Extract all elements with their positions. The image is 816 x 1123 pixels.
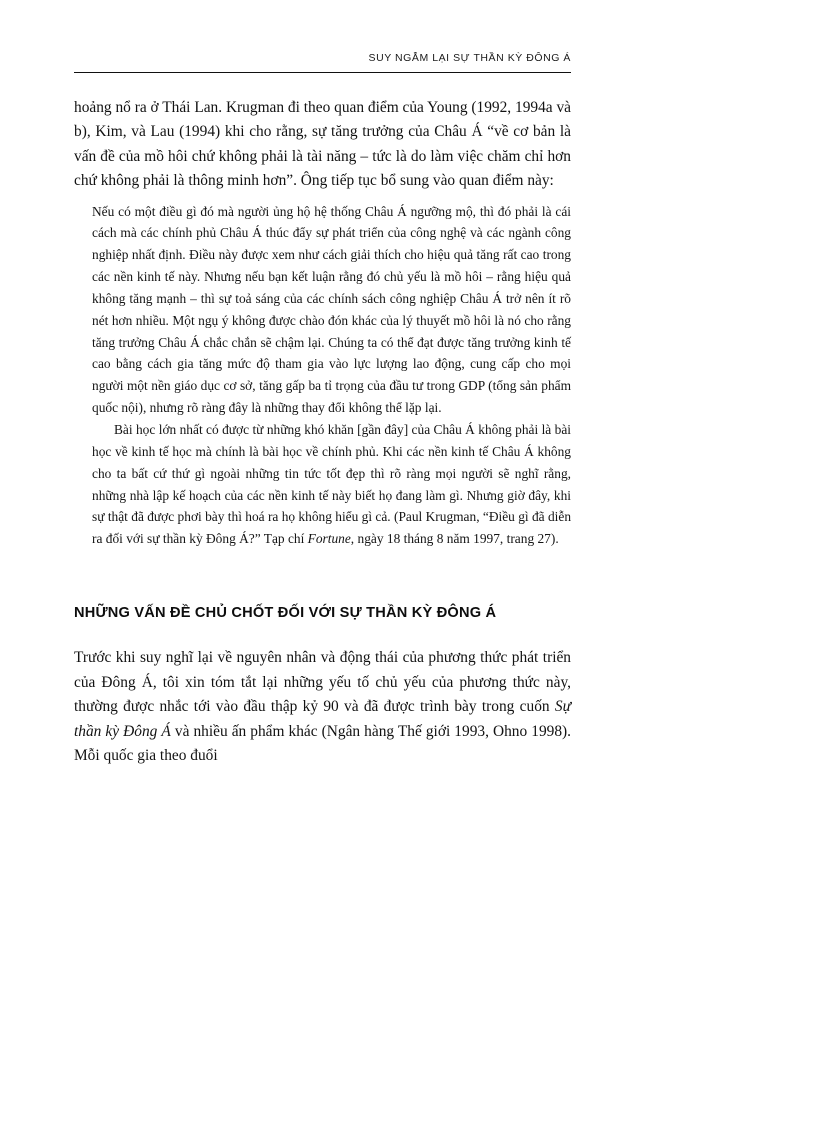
block-quote bbox=[74, 201, 571, 551]
quote-paragraph-2-text-before: Bài học lớn nhất có được từ những khó khăn [gần đây] của Châu Á không phải là bài học về kinh tế học mà chính là bài học về chính phủ. Khi các nền kinh tế Châu Á không cho ta bất cứ thứ gì ngoài những tin tức tốt đẹp thì rõ ràng mọi người sẽ nghĩ rằng, những nhà lập kế hoạch của các nền kinh tế này biết họ đang làm gì. Nhưng giờ đây, khi sự thật đã được phơi bày thì hoá ra họ không hiểu gì cả. (Paul Krugman, “Điều gì đã diễn ra đối với sự thần kỳ Đông Á?” Tạp chí bbox=[92, 421, 572, 547]
body-paragraph-1: hoảng nổ ra ở Thái Lan. Krugman đi theo quan điểm của Young (1992, 1994a và b), Kim, và Lau (1994) khi cho rằng, sự tăng trưởng của Châu Á “về cơ bản là vấn đề của mồ hôi chứ không phải là tài năng – tức là do làm việc chăm chỉ hơn chứ không phải là thông minh hơn”. Ông tiếp tục bổ sung vào quan điểm này: bbox=[74, 98, 571, 190]
quote-paragraph-1: Nếu có một điều gì đó mà người ủng hộ hệ thống Châu Á ngưỡng mộ, thì đó phải là cái cách mà các chính phủ Châu Á thúc đẩy sự phát triển của công nghệ và các ngành công nghiệp nhất định. Điều này được xem như cách giải thích cho hiệu quả tăng rất cao trong các nền kinh tế này. Nhưng nếu bạn kết luận rằng đó chủ yếu là mồ hôi – rằng hiệu quả không tăng mạnh – thì sự toả sáng của các chính sách công nghiệp Châu Á trở nên ít rõ nét hơn nhiều. Một ngụ ý không được chào đón khác của lý thuyết mồ hôi là nó cho rằng tăng trưởng Châu Á chắc chắn sẽ chậm lại. Chúng ta có thể đạt được tăng trưởng kinh tế cao bằng cách gia tăng mức độ tham gia vào lực lượng lao động, cung cấp cho mọi người một nền giáo dục cơ sở, tăng gấp ba tỉ trọng của đầu tư trong GDP (tổng sản phẩm quốc nội), nhưng rõ ràng đây là những thay đổi không thể lặp lại. bbox=[92, 203, 571, 416]
section-heading: NHỮNG VẤN ĐỀ CHỦ CHỐT ĐỐI VỚI SỰ THẦN KỲ ĐÔNG Á bbox=[74, 605, 497, 622]
running-head: SUY NGẪM LẠI SỰ THẦN KỲ ĐÔNG Á bbox=[368, 52, 571, 64]
header-rule bbox=[74, 72, 571, 73]
body-paragraph-2 bbox=[74, 646, 571, 768]
closing-text-after: và nhiều ấn phẩm khác (Ngân hàng Thế giới 1993, Ohno 1998). Mỗi quốc gia theo đuổi bbox=[74, 722, 571, 765]
quote-paragraph-2-text-after: , ngày 18 tháng 8 năm 1997, trang 27). bbox=[350, 531, 559, 547]
page-content bbox=[74, 52, 571, 769]
quote-paragraph-2 bbox=[92, 419, 571, 550]
closing-text-before: Trước khi suy nghĩ lại về nguyên nhân và động thái của phương thức phát triển của Đông Á, tôi xin tóm tắt lại những yếu tố chủ yếu của phương thức này, thường được nhắc tới vào đầu thập kỷ 90 và đã được trình bày trong cuốn bbox=[74, 649, 571, 716]
book-title-east-asian-miracle: Sự thần kỳ Đông Á bbox=[74, 698, 571, 740]
journal-title-fortune: Fortune bbox=[307, 531, 351, 547]
